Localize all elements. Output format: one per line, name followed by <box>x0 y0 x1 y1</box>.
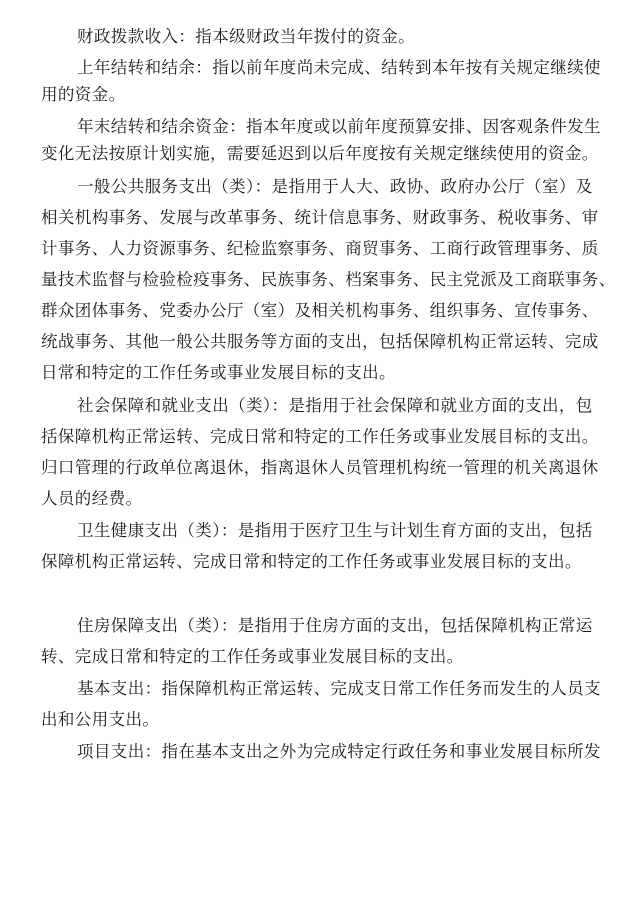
text-line: 统战事务、其他一般公共服务等方面的支出，包括保障机构正常运转、完成 <box>41 332 599 351</box>
text-line: 社会保障和就业支出（类）：是指用于社会保障和就业方面的支出，包 <box>77 396 593 415</box>
text-line: 转、完成日常和特定的工作任务或事业发展目标的支出。 <box>41 647 464 666</box>
text-line: 项目支出：指在基本支出之外为完成特定行政任务和事业发展目标所发 <box>77 742 601 761</box>
text-line: 日常和特定的工作任务或事业发展目标的支出。 <box>41 363 396 382</box>
text-line: 归口管理的行政单位离退休，指离退休人员管理机构统一管理的机关离退休 <box>41 458 599 477</box>
text-line: 基本支出：指保障机构正常运转、完成支日常工作任务而发生的人员支 <box>77 679 601 698</box>
text-line: 用的资金。 <box>41 85 126 104</box>
text-line: 变化无法按原计划实施，需要延迟到以后年度按有关规定继续使用的资金。 <box>41 144 599 163</box>
text-line: 上年结转和结余：指以前年度尚未完成、结转到本年按有关规定继续使 <box>77 58 601 77</box>
text-line: 一般公共服务支出（类）：是指用于人大、政协、政府办公厅（室）及 <box>77 177 593 196</box>
text-line: 相关机构事务、发展与改革事务、统计信息事务、财政事务、税收事务、审 <box>41 208 599 227</box>
text-line: 括保障机构正常运转、完成日常和特定的工作任务或事业发展目标的支出。 <box>41 427 599 446</box>
text-line: 计事务、人力资源事务、纪检监察事务、商贸事务、工商行政管理事务、质 <box>41 239 599 258</box>
text-line: 量技术监督与检验检疫事务、民族事务、档案事务、民主党派及工商联事务、 <box>41 270 616 289</box>
text-line: 群众团体事务、党委办公厅（室）及相关机构事务、组织事务、宣传事务、 <box>41 301 599 320</box>
text-line: 出和公用支出。 <box>41 710 160 729</box>
text-line: 人员的经费。 <box>41 489 143 508</box>
text-line: 财政拨款收入：指本级财政当年拨付的资金。 <box>77 27 415 46</box>
text-line: 年末结转和结余资金：指本年度或以前年度预算安排、因客观条件发生 <box>77 117 601 136</box>
text-line: 保障机构正常运转、完成日常和特定的工作任务或事业发展目标的支出。 <box>41 552 582 571</box>
text-line: 卫生健康支出（类）：是指用于医疗卫生与计划生育方面的支出，包括 <box>77 521 593 540</box>
text-line: 住房保障支出（类）：是指用于住房方面的支出，包括保障机构正常运 <box>77 616 593 635</box>
